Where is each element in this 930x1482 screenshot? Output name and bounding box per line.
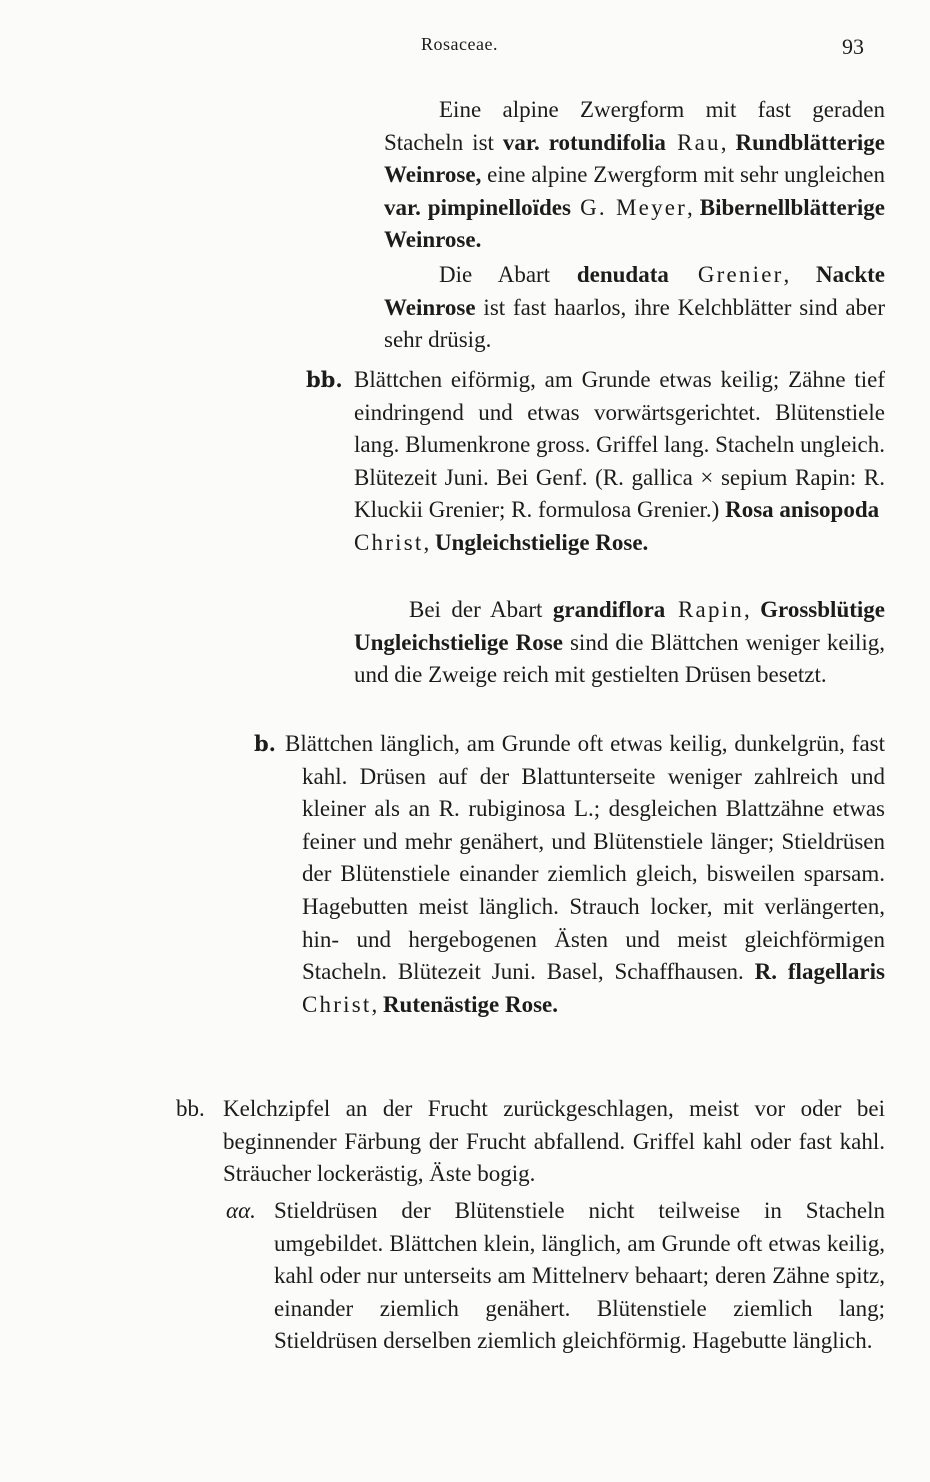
key-label: bb. — [306, 367, 343, 392]
author-name: Christ — [302, 991, 372, 1017]
taxon-name: grandiflora — [552, 597, 666, 622]
common-name: Ungleichstielige Rose. — [434, 529, 649, 555]
common-name: Rutenästige Rose. — [382, 991, 558, 1017]
key-entry-b-flagellaris: b. Blättchen länglich, am Grunde oft etwas keilig, dunkelgrün, fast kahl. Drüsen auf der Blattunterseite weniger zahlreich und kleiner als an R. rubiginosa L.; desgleichen Blattzähne etwas feiner und mehr genähert, und Blütenstiele länger; Stieldrüsen der Blütenstiele einander ziemlich gleich, bisweilen sparsam. Hagebutten meist länglich. Strauch locker, mit verlängerten, hin- und hergebogenen Ästen und meist gleichförmigen Stacheln. Blütezeit Juni. Basel, Schaffhausen. R. flagellaris Christ, Rutenästige Rose. — [302, 728, 885, 1021]
key-label: b. — [254, 731, 276, 756]
paragraph-grandiflora: Bei der Abart grandiflora Rapin, Grossblütige Ungleichstielige Rose sind die Blättchen weniger keilig, und die Zweige reich mit gestielten Drüsen besetzt. — [354, 597, 886, 688]
key-entry-bb-anisopoda: bb. Blättchen eiförmig, am Grunde etwas keilig; Zähne tief eindringend und etwas vorwärtsgerichtet. Blütenstiele lang. Blumenkrone gross. Griffel lang. Stacheln ungleich. Blütezeit Juni. Bei Genf. (R. gallica × sepium Rapin: R. Kluckii Grenier; R. formulosa Grenier.) Rosa anisopoda Christ, Ungleichstielige Rose. — [354, 364, 885, 560]
key-label: αα. — [226, 1198, 256, 1223]
paragraph-denudata: Die Abart denudata Grenier, Nackte Weinrose ist fast haarlos, ihre Kelchblätter sind aber sehr drüsig. — [384, 262, 885, 353]
taxon-name: Rosa anisopoda — [725, 497, 880, 523]
page-number: 93 — [842, 34, 864, 59]
running-title: Rosaceae. — [421, 34, 498, 54]
taxon-name: var. rotundifolia — [502, 129, 666, 155]
key-label: bb. — [176, 1096, 205, 1121]
author-name: Rapin — [665, 597, 744, 622]
paragraph-var-rotundifolia: Eine alpine Zwergform mit fast geraden Stacheln ist var. rotundifolia Rau, Rundblätterige Weinrose, eine alpine Zwergform mit sehr ungleichen var. pimpinelloïdes G. Meyer, Bibernellblätterige Weinrose. — [384, 97, 885, 253]
key-entry-bb-kelchzipfel: bb. Kelchzipfel an der Frucht zurückgeschlagen, meist vor oder bei beginnender Färbung der Frucht abfallend. Griffel kahl oder fast kahl. Sträucher lockerästig, Äste bogig. — [176, 1093, 885, 1191]
author-name: G. Meyer — [570, 194, 688, 220]
author-name: Rau — [665, 129, 721, 155]
taxon-name: R. flagellaris — [754, 959, 885, 985]
common-name: Nackte Weinrose — [384, 262, 885, 320]
taxon-name: denudata — [576, 262, 669, 287]
taxon-name: var. pimpinelloïdes — [384, 194, 571, 220]
author-name: Christ — [354, 529, 424, 555]
common-name: Grossblütige Ungleichstielige Rose — [354, 597, 885, 655]
author-name: Grenier — [668, 262, 784, 287]
common-name: Bibernellblätterige Weinrose. — [384, 194, 885, 253]
page-header — [0, 34, 930, 64]
key-entry-aa-stieldruesen: αα. Stieldrüsen der Blütenstiele nicht teilweise in Stacheln umgebildet. Blättchen klein, länglich, am Grunde oft etwas keilig, kahl oder nur unterseits am Mittelnerv behaart; deren Zähne spitz, einander ziemlich genähert. Blütenstiele ziemlich lang; Stieldrüsen derselben ziemlich gleichförmig. Hagebutte länglich. — [226, 1195, 885, 1358]
hybrid-cross-symbol: × — [700, 464, 714, 490]
common-name: Rundblätterige Weinrose, — [384, 129, 885, 188]
